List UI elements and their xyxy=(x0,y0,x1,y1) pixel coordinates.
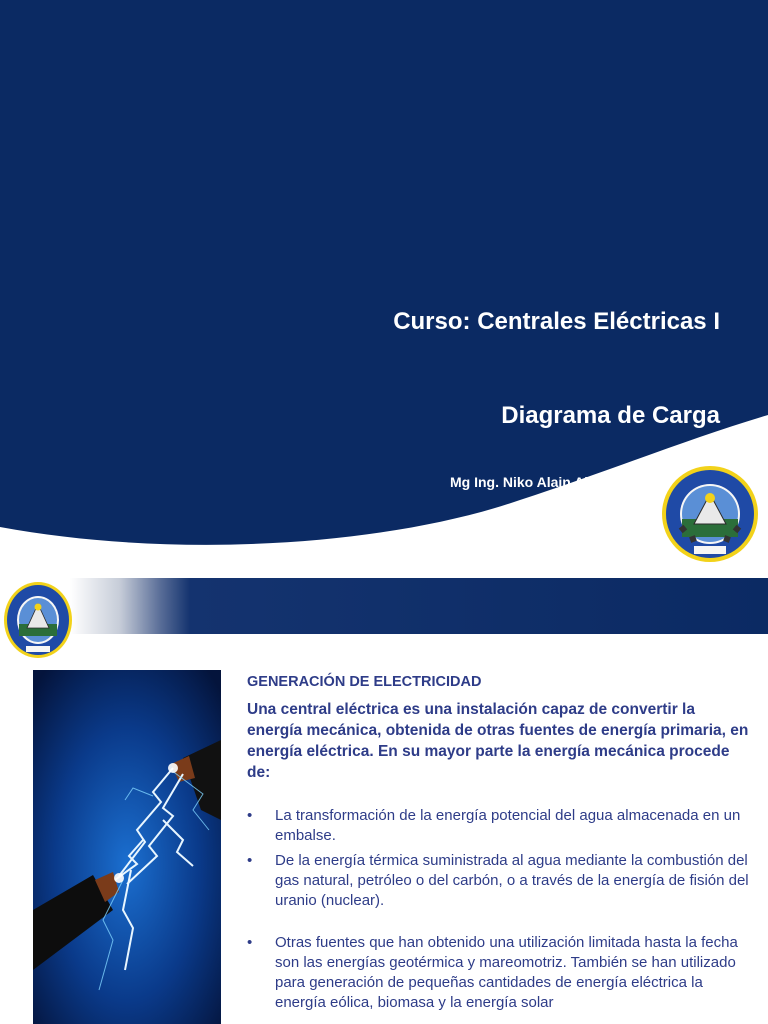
bullet-text: La transformación de la energía potencial del agua almacenada en un embalse. xyxy=(275,807,741,844)
electric-cables-photo xyxy=(33,670,221,1024)
slide-header-bar xyxy=(0,578,768,634)
university-seal-small-logo xyxy=(2,580,74,660)
presentation-subtitle: Diagrama de Carga xyxy=(501,402,720,429)
slide-content xyxy=(244,674,750,1018)
university-seal-logo xyxy=(660,464,760,564)
bullet-icon: • xyxy=(247,934,253,951)
content-slide xyxy=(0,576,768,1024)
bullet-list xyxy=(244,806,750,1013)
section-heading: GENERACIÓN DE ELECTRICIDAD xyxy=(247,674,482,690)
author-name: Mg Ing. Niko Alain Ala xyxy=(450,474,596,490)
list-item xyxy=(244,806,750,846)
list-item xyxy=(244,851,750,911)
bullet-icon: • xyxy=(247,807,253,824)
course-title: Curso: Centrales Eléctricas I xyxy=(393,308,720,335)
bullet-text: Otras fuentes que han obtenido una utilización limitada hasta la fecha son las energías geotérmica y mareomotriz. También se han utilizado para generación de pequeñas cantidades de energía eléctrica la energía eólica, biomasa y la energía solar xyxy=(275,934,738,1011)
intro-paragraph: Una central eléctrica es una instalación capaz de convertir la energía mecánica, obtenida de otras fuentes de energía primaria, en energía eléctrica. En su mayor parte la energía mecánica procede de: xyxy=(247,701,749,781)
bullet-text: De la energía térmica suministrada al agua mediante la combustión del gas natural, petróleo o del carbón, o a través de la energía de fisión del uranio (nuclear). xyxy=(275,852,749,909)
bullet-icon: • xyxy=(247,852,253,869)
list-item xyxy=(244,933,750,1013)
